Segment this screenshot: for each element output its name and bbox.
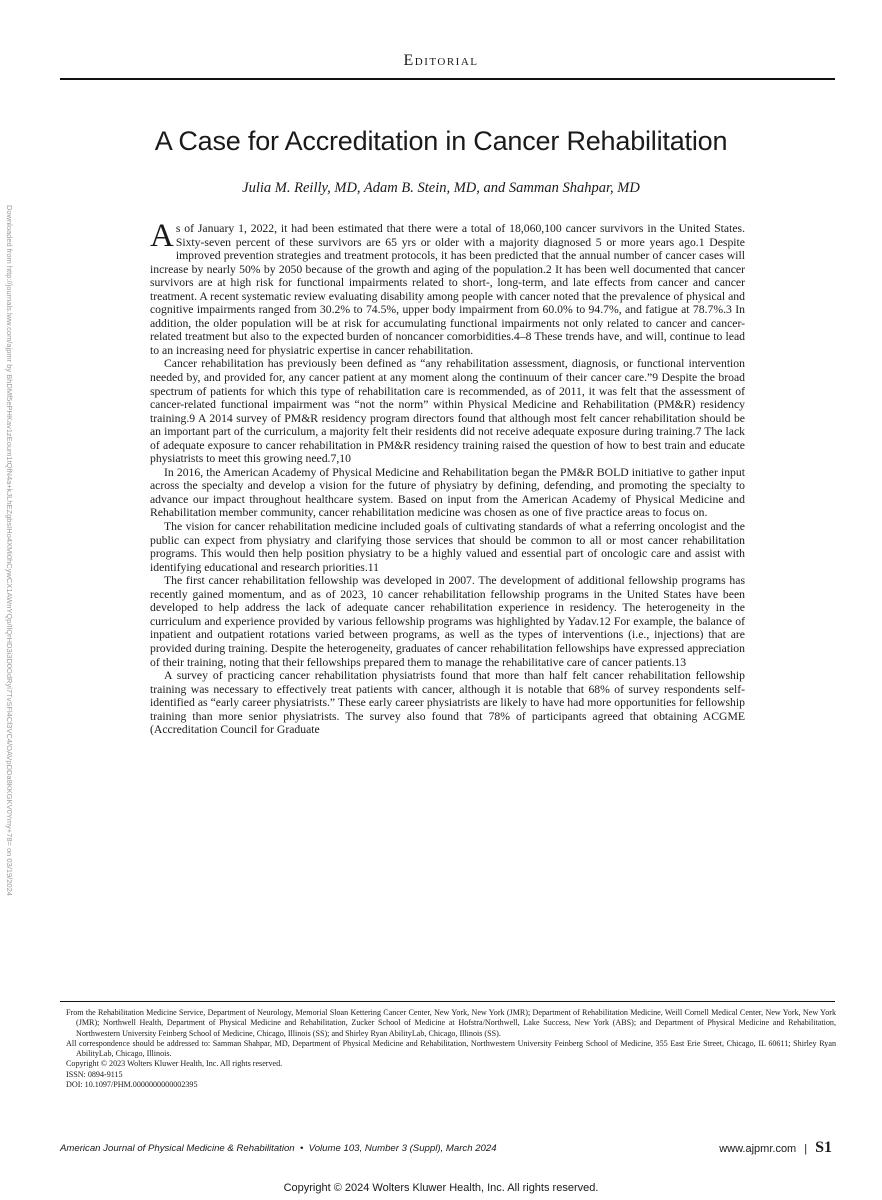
copyright-note: Copyright © 2023 Wolters Kluwer Health, Inc. All rights reserved. [66, 1059, 283, 1069]
footer-right [719, 1139, 832, 1157]
body-paragraph: Cancer rehabilitation has previously been defined as “any rehabilitation assessment, diagnosis, or functional intervention needed by, and provided for, any cancer patient at any moment along the continuum of their cancer care.”9 Despite the broad spectrum of patients for which this type of rehabilitation care is recommended, as of 2011, it was felt that the assessment of cancer-related functional impairment was “not the norm” within Physical Medicine and Rehabilitation (PM&R) residency training.9 A 2014 survey of PM&R residency program directors found that although most felt cancer rehabilitation should be an important part of the curriculum, a majority felt their residents did not receive adequate exposure during training.7 The lack of adequate exposure to cancer rehabilitation in PM&R residency training raised the question of how to best train and educate physiatrists to meet this growing need.7,10 [150, 357, 745, 466]
footer-separator: | [804, 1143, 808, 1155]
footnote-rule [60, 1001, 835, 1002]
body-paragraph: A survey of practicing cancer rehabilitation physiatrists found that more than half felt cancer rehabilitation fellowship training was necessary to effectively treat patients with cancer, although it is notable that 68% of survey respondents self-identified as “early career physiatrists.” These early career physiatrists are likely to have had more opportunities for fellowship training than more senior physiatrists. The survey also found that 78% of participants agreed that obtaining ACGME (Accreditation Council for Graduate [150, 669, 745, 737]
drop-cap: A [150, 218, 174, 254]
page-number: S1 [815, 1139, 832, 1156]
journal-citation: American Journal of Physical Medicine & Rehabilitation • Volume 103, Number 3 (Suppl), March 2024 [60, 1143, 497, 1154]
header-rule [60, 78, 835, 80]
journal-website-link[interactable]: www.ajpmr.com [719, 1143, 797, 1155]
section-label: Editorial [403, 52, 479, 69]
copyright-line: Copyright © 2024 Wolters Kluwer Health, Inc. All rights reserved. [283, 1182, 599, 1194]
body-paragraph [150, 218, 745, 357]
body-paragraph: The vision for cancer rehabilitation medicine included goals of cultivating standards of what a referring oncologist and the public can expect from physiatry and clarifying those services that should be common to all or most cancer rehabilitation programs. This would then help position physiatry to be a highly valued and essential part of oncologic care and assist with identifying educational and research priorities.11 [150, 520, 745, 574]
affiliations-note: From the Rehabilitation Medicine Service, Department of Neurology, Memorial Sloan Kettering Cancer Center, New York, New York (JMR); Department of Rehabilitation Medicine, Weill Cornell Medical Center, New York, New York (JMR); Northwell Health, Department of Physical Medicine and Rehabilitation, Zucker School of Medicine at Hofstra/Northwell, Lake Success, New York (ABS); and Department of Physical Medicine and Rehabilitation, Northwestern University Feinberg School of Medicine, Chicago, Illinois (SS); and Shirley Ryan AbilityLab, Chicago, Illinois (SS). [66, 1008, 836, 1038]
article-authors: Julia M. Reilly, MD, Adam B. Stein, MD, and Samman Shahpar, MD [242, 180, 640, 196]
article-title: A Case for Accreditation in Cancer Rehabilitation [154, 126, 728, 156]
footnotes [66, 1008, 836, 1090]
article-body [150, 218, 745, 737]
paragraph-text: s of January 1, 2022, it had been estimated that there were a total of 18,060,100 cancer survivors in the United States. Sixty-seven percent of these survivors are 65 yrs or older with a majority diagnosed 5 or more years ago.1 Despite improved prevention strategies and treatment protocols, it has been predicted that the annual number of cancer cases will increase by nearly 50% by 2050 because of the growth and aging of the population.2 It has been well documented that cancer survivors are at high risk for functional impairments related to short-, long-term, and late effects from cancer and cancer treatment. A recent systematic review evaluating disability among people with cancer noted that the prevalence of physical and cognitive impairments ranged from 30.2% to 74.5%, upper body impairment from 60.0% to 94.7%, and fatigue at 78.7%.3 In addition, the older population will be at risk for accumulating functional impairments not only related to cancer and cancer-related treatment but also to the expected burden of noncancer comorbidities.4–8 These trends have, and will, continue to lead to an increasing need for physiatric expertise in cancer rehabilitation. [150, 222, 745, 357]
issn-note: ISSN: 0894-9115 [66, 1069, 123, 1079]
body-paragraph: In 2016, the American Academy of Physical Medicine and Rehabilitation began the PM&R BOLD initiative to gather input across the specialty and develop a vision for the future of physiatry by defining, defending, and promoting the specialty to advance our impact throughout healthcare system. Based on input from the American Academy of Physical Medicine and Rehabilitation member community, cancer rehabilitation medicine was chosen as one of five practice areas to focus on. [150, 465, 745, 520]
doi-note: DOI: 10.1097/PHM.0000000000002395 [66, 1080, 198, 1090]
download-watermark: Downloaded from http://journals.lww.com/ajpmr by BhDMf5ePHKav1zEoum1tQfN4a+kJLhEZgbsIHo4XMi0hCywCX1AWnYQp/IlQrHD3i3D0OdRyi7TvSFl4Cf3VC4/OAVpDDa8KKGKV0Ymy+78= on 03/19/2024 [5, 205, 14, 896]
correspondence-note: All correspondence should be addressed to: Samman Shahpar, MD, Department of Physical Medicine and Rehabilitation, Northwestern University Feinberg School of Medicine, 355 East Erie Street, Chicago, IL 60611; Shirley Ryan AbilityLab, Chicago, Illinois. [66, 1038, 836, 1059]
body-paragraph: The first cancer rehabilitation fellowship was developed in 2007. The development of additional fellowship programs has recently gained momentum, and as of 2023, 10 cancer rehabilitation fellowship programs in the United States have been developed to help address the lack of adequate cancer rehabilitation experience in residency. The heterogeneity in the curriculum and experience provided by various fellowship programs was highlighted by Yadav.12 For example, the balance of inpatient and outpatient rotations varied between programs, as well as the types of interventions (i.e., injections) that are provided during training. Despite the heterogeneity, graduates of cancer rehabilitation fellowships have expressed appreciation of their training, noting that their fellowships prepared them to manage the rehabilitative care of cancer patients.13 [150, 574, 745, 669]
